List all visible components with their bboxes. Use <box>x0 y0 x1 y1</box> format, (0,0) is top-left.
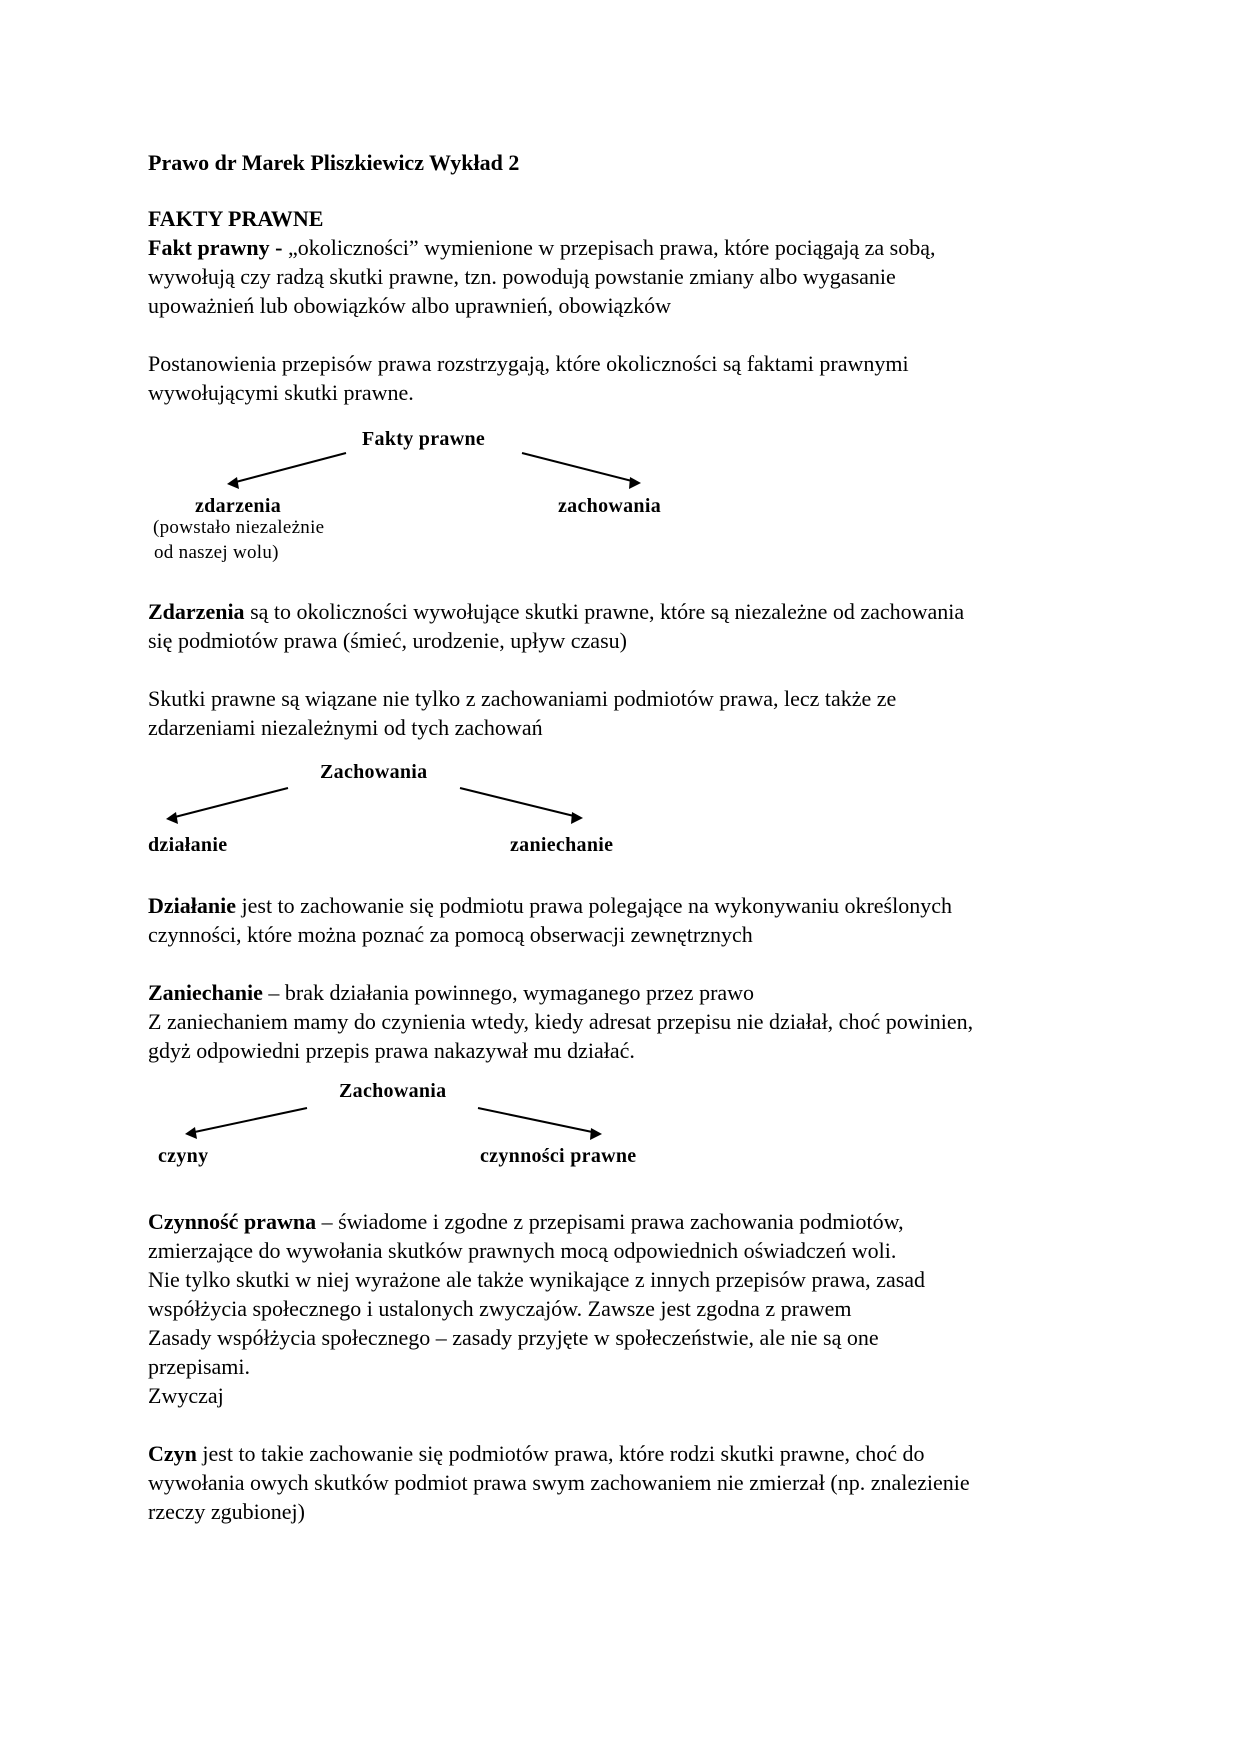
term-zdarzenia: Zdarzenia <box>148 599 245 624</box>
text-line: zdarzeniami niezależnymi od tych zachowań <box>148 715 543 740</box>
diagram-arrows <box>148 755 1098 865</box>
diagram-note: (powstało niezależnie <box>153 517 325 538</box>
diagram-zachowania-2 <box>148 1073 1098 1183</box>
text-line: „okoliczności” wymienione w przepisach prawa, które pociągają za sobą, <box>282 235 936 260</box>
document-title: Prawo dr Marek Pliszkiewicz Wykład 2 <box>148 150 520 175</box>
text-line: Nie tylko skutki w niej wyrażone ale także wynikające z innych przepisów prawa, zasad <box>148 1267 926 1292</box>
text-line: współżycia społecznego i ustalonych zwyczajów. Zawsze jest zgodna z prawem <box>148 1296 852 1321</box>
text-line: – brak działania powinnego, wymaganego przez prawo <box>262 980 755 1005</box>
zdarzenia-paragraph <box>148 597 964 655</box>
diagram-left-label: działanie <box>148 834 228 856</box>
diagram-fakty-prawne <box>148 420 1098 570</box>
text-line: jest to takie zachowanie się podmiotów prawa, które rodzi skutki prawne, choć do <box>196 1441 925 1466</box>
diagram-root-label: Fakty prawne <box>362 428 486 450</box>
term-czynnosc-prawna: Czynność prawna <box>148 1209 317 1234</box>
diagram-zachowania-1 <box>148 755 1098 865</box>
text-line: wywołania owych skutków podmiot prawa swym zachowaniem nie zmierzał (np. znalezienie <box>148 1470 970 1495</box>
text-line: wywołującymi skutki prawne. <box>148 380 414 405</box>
diagram-note: od naszej wolu) <box>154 542 279 563</box>
diagram-right-label: zachowania <box>558 495 661 517</box>
dzialanie-paragraph <box>148 891 952 949</box>
diagram-root-label: Zachowania <box>339 1080 447 1102</box>
diagram-left-label: zdarzenia <box>195 495 282 517</box>
zaniechanie-paragraph <box>148 978 973 1065</box>
term-fakt-prawny: Fakt prawny - <box>148 235 283 260</box>
czynnosc-paragraph <box>148 1207 925 1410</box>
text-line: jest to zachowanie się podmiotu prawa polegające na wykonywaniu określonych <box>236 893 952 918</box>
postanowienia-paragraph <box>148 349 909 407</box>
section-heading: FAKTY PRAWNE <box>148 206 324 231</box>
text-line: Postanowienia przepisów prawa rozstrzygają, które okoliczności są faktami prawnymi <box>148 351 909 376</box>
text-line: się podmiotów prawa (śmieć, urodzenie, upływ czasu) <box>148 628 627 653</box>
text-line: – świadome i zgodne z przepisami prawa zachowania podmiotów, <box>316 1209 904 1234</box>
text-line: rzeczy zgubionej) <box>148 1499 305 1524</box>
diagram-right-label: czynności prawne <box>480 1145 637 1167</box>
text-line: Zasady współżycia społecznego – zasady przyjęte w społeczeństwie, ale nie są one <box>148 1325 879 1350</box>
diagram-root-label: Zachowania <box>320 761 428 783</box>
text-line: wywołują czy radzą skutki prawne, tzn. powodują powstanie zmiany albo wygasanie <box>148 264 896 289</box>
term-czyn: Czyn <box>148 1441 197 1466</box>
text-line: gdyż odpowiedni przepis prawa nakazywał mu działać. <box>148 1038 635 1063</box>
text-line: upoważnień lub obowiązków albo uprawnień, obowiązków <box>148 293 671 318</box>
text-line: Skutki prawne są wiązane nie tylko z zachowaniami podmiotów prawa, lecz także ze <box>148 686 897 711</box>
text-line: przepisami. <box>148 1354 251 1379</box>
czyn-paragraph <box>148 1439 970 1526</box>
diagram-left-label: czyny <box>158 1145 209 1167</box>
fakt-prawny-paragraph <box>148 233 935 320</box>
diagram-right-label: zaniechanie <box>510 834 614 856</box>
term-dzialanie: Działanie <box>148 893 236 918</box>
text-line: Z zaniechaniem mamy do czynienia wtedy, kiedy adresat przepisu nie działał, choć powinien, <box>148 1009 974 1034</box>
text-line: są to okoliczności wywołujące skutki prawne, które są niezależne od zachowania <box>244 599 965 624</box>
text-line: Zwyczaj <box>148 1383 224 1408</box>
text-line: zmierzające do wywołania skutków prawnych mocą odpowiednich oświadczeń woli. <box>148 1238 897 1263</box>
term-zaniechanie: Zaniechanie <box>148 980 263 1005</box>
text-line: czynności, które można poznać za pomocą obserwacji zewnętrznych <box>148 922 753 947</box>
skutki-paragraph <box>148 684 896 742</box>
